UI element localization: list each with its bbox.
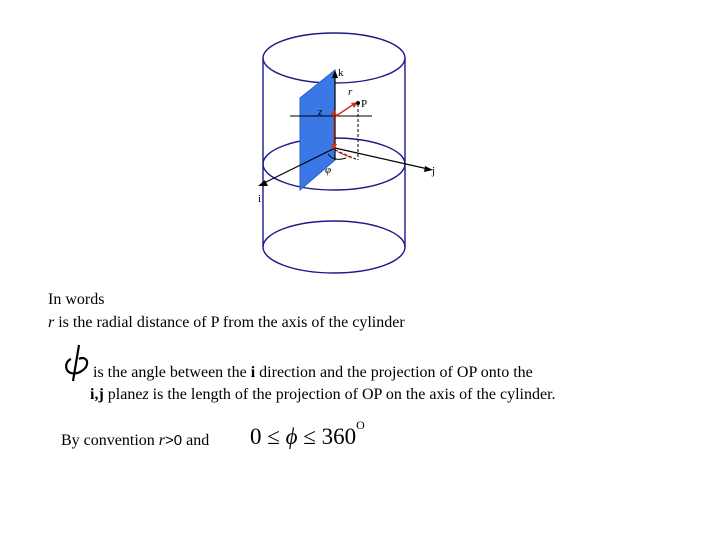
p-label: P: [361, 98, 368, 110]
formula-right: ≤ 360: [297, 424, 357, 449]
z-label: z: [318, 106, 323, 118]
convention-r: r: [158, 432, 165, 449]
phi-glyph-stem: [73, 345, 79, 381]
convention-line: [61, 431, 209, 451]
phi-label: φ: [325, 164, 332, 176]
k-label: k: [338, 67, 344, 79]
r-vector-radial: [338, 152, 352, 158]
plane-word: plane: [103, 386, 143, 403]
in-words-text: In words: [48, 291, 105, 308]
formula-phi: ϕ: [285, 424, 298, 449]
in-words-line: [48, 290, 104, 310]
ij-text: i,j: [90, 386, 104, 403]
phi-range-formula: [250, 418, 365, 450]
phi-def-part1: is the angle between the: [93, 364, 251, 381]
i-label: i: [258, 193, 262, 205]
formula-left: 0 ≤: [250, 424, 286, 449]
phi-def-part2: direction and the projection of OP onto the: [255, 364, 533, 381]
phi-definition-line-2: [90, 385, 556, 405]
r-vector: [336, 104, 354, 116]
j-axis: [335, 148, 428, 169]
formula-degree: O: [356, 418, 365, 432]
j-label: j: [432, 165, 436, 177]
z-variable: z: [142, 386, 149, 403]
convention-condition: >0: [165, 432, 183, 449]
convention-prefix: By convention: [61, 432, 159, 449]
r-definition: is the radial distance of P from the axis of the cylinder: [54, 314, 405, 331]
r-label: r: [348, 86, 353, 98]
r-variable: r: [48, 314, 55, 331]
convention-and: and: [182, 432, 210, 449]
r-definition-line: [48, 313, 405, 333]
cylinder-bottom-ellipse: [263, 221, 405, 273]
z-definition: is the length of the projection of OP on the axis of the cylinder.: [148, 386, 556, 403]
phi-def-i: i: [250, 364, 256, 381]
phi-definition-line-1: [93, 363, 533, 383]
point-p: [356, 101, 360, 105]
phi-glyph-icon: [62, 343, 92, 383]
